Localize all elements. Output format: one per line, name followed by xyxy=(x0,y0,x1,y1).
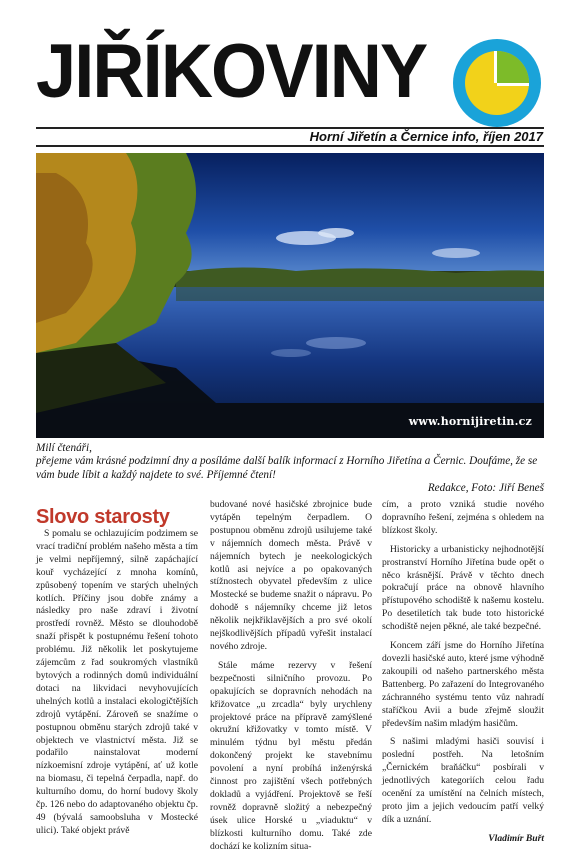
masthead-subtitle: Horní Jiřetín a Černice info, říjen 2017 xyxy=(309,129,543,144)
article-paragraph: Koncem září jsme do Horního Jiřetína dovezli hasičské auto, které jsme výhodně zakoupili od našeho partnerského města Battenberg. Po zařazení do Integrovaného záchranného systému tento vůz nahradí staříčkou Avii a bude zřejmě sloužit především našim mladým hasičům. xyxy=(382,640,544,729)
intro-text: přejeme vám krásné podzimní dny a posíláme další balík informací z Horního Jiřetína a Černic. Doufáme, že se vám bude líbit a každý najdete to své. Příjemné čtení! xyxy=(36,455,538,481)
article-paragraph: cím, a proto vzniká studie nového dopravního řešení, zejména s ohledem na blízkost školy. xyxy=(382,499,544,536)
cover-photo xyxy=(36,153,544,438)
intro-note xyxy=(36,442,544,496)
lake-landscape-image xyxy=(36,153,544,438)
town-logo-icon xyxy=(452,38,542,128)
article-paragraph: Stále máme rezervy v řešení bezpečnosti silničního provozu. Po opakujících se dopravních nehodách na křižovatce „u zrcadla“ byly urychleny projektové práce na přípravě zamýšlené okružní křižovatky v tomto místě. V minulém týdnu byl městu předán dokončený projekt ke stavebnímu povolení a nyní probíhá inženýrská činnost pro zajištění všech potřebných dokladů a vyjádření. Projektově se řeší rovněž dopravně složitý a nebezpečný úsek ulice Horské u „viaduktu“ v blízkosti kulturního domu. Také zde dochází ke kolizním situa- xyxy=(210,659,372,852)
article-column-2 xyxy=(210,499,372,853)
article-column-1 xyxy=(36,528,198,838)
article-paragraph: budované nové hasičské zbrojnice bude vytápěn tepelným čerpadlem. O postupnou obměnu zdrojů usilujeme také v nájemních domech města. Právě v nájemních bytech je neekologických kotlů asi nejvíce a po opakovaných stížnostech obyvatel především z ulice Mostecké se budeme snažit o nápravu. Po dohodě s nájemníky chceme již letos několik nejkřiklavějších a pro své okolí nejškodlivějších případů vyřešit instalací nového zdroje. xyxy=(210,499,372,652)
article-paragraph: S našimi mladými hasiči souvisí i poslední postřeh. Na letošním „Černickém braňáčku“ posbírali v jednotlivých kategoriích celou řadu ocenění za umístění na čelních místech, proto jim a jejich vedoucím patří velký dík a uznání. xyxy=(382,736,544,825)
masthead-rule-bottom xyxy=(36,145,544,147)
intro-greeting: Milí čtenáři, xyxy=(36,442,92,454)
article-column-3 xyxy=(382,499,544,846)
article-paragraph: Historicky a urbanisticky nejhodnotější prostranství Horního Jiřetína bude opět o něco krásnější. Právě v těchto dnech pokračují práce na obnově hlavního přístupového schodiště k našemu kostelu. Po desetiletích tak bude toto historické schodiště nejen pěkné, ale také bezpečné. xyxy=(382,543,544,633)
article-paragraph: S pomalu se ochlazujícím podzimem se vrací tradiční problém našeho města a tím je velmi nepříjemný, silně zapáchající kouř vycházející z mnoha komínů, způsobený topením ve starých uhelných kotlích. Příčiny jsou dobře známy a následky pro naše zdraví i životní prostředí rovněž. Město se dlouhodobě snaží přispět k postupnému řešení tohoto problému. Již několik let poskytujeme zájemcům z řad soukromých vlastníků bytových a rodinných domů individuální dotaci na likvidaci nevyhovujících uhelných kotlů a instalaci ekologičtějších zdrojů vytápění. Zároveň se snažíme o postupnou obměnu starých zdrojů také v objektech ve vlastnictví města. Již se podařilo nainstalovat moderní nízkoemisní zdroje vytápění, ať už kotle na biomasu, či tepelná čerpadla, např. do kulturního domu, do horní budovy školy čp. 126 nebo do adaptovaného objektu čp. 49 (bývalá samoobsluha v Mostecké ulici). Také objekt právě xyxy=(36,528,198,836)
article-heading: Slovo starosty xyxy=(36,506,170,528)
masthead-title: JIŘÍKOVINY xyxy=(36,29,427,114)
website-url-watermark: www.hornijiretin.cz xyxy=(408,415,532,428)
intro-signature: Redakce, Foto: Jiří Beneš xyxy=(427,482,544,495)
article-signature: Vladimír Buřt xyxy=(488,832,544,844)
